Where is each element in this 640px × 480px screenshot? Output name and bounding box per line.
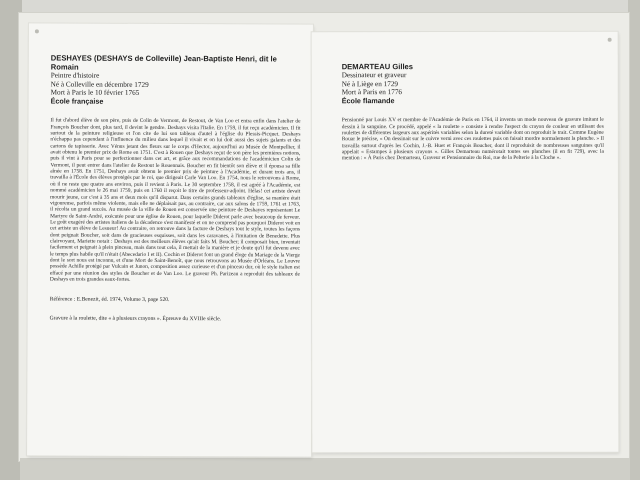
artist-biography: Pensionné par Louis XV et membre de l'Académie de Paris en 1764, il inventa un mode nouveau de gravure imitant le dessin à la sanguine. Ce procédé, appelé « la roulette » consiste à rendre l'aspect du crayon de couleur en utilisant des roulettes de différentes largeurs aux aspérités variables selon la dureté variable dont on reproduit le trait. Comme Eugène Rouar le précise, « On dessinait sur le cuivre verni avec ces roulettes puis on faisait mordre normalement la planche. » Il travailla surtout d'après les Cochin, J.-B. Huet et François Boucher, dont il reproduisit de nombreuses sanguines qu'il appelait « Estampes à plusieurs crayons ». Gilles Demarteau numérotait toutes ses planches (il en fit 729), avec la mention : « À Paris chez Demarteau, Graveur et Pensionnaire du Roi, rue de la Pelterie à la Cloche ». [341, 117, 604, 162]
artist-death: Mort à Paris le 10 février 1765 [50, 88, 140, 98]
artist-notice-demarteau [312, 32, 619, 453]
artist-birth: Né à Liège en 1729 [341, 79, 399, 88]
artist-notice-deshayes [27, 23, 313, 456]
engraving-note: Gravure à la roulette, dite « à plusieurs crayons ». Épreuve du XVIIIe siècle. [49, 315, 222, 323]
artist-school: École flamande [341, 95, 395, 105]
pin-icon [608, 38, 612, 42]
artist-profession: Dessinateur et graveur [341, 71, 407, 80]
artist-name: DEMARTEAU Gilles [341, 62, 414, 72]
artist-school: École française [50, 96, 104, 106]
artist-death: Mort à Paris en 1776 [341, 88, 403, 97]
artist-name: DESHAYES (DESHAYS de Colleville) Jean-Baptiste Henri, dit le Romain [50, 53, 277, 72]
pin-icon [35, 29, 39, 33]
artist-biography: Il fut d'abord élève de son père, puis de Colin de Vermont, de Restout, de Van Loo et entra enfin dans l'atelier de François Boucher dont, plus tard, il devint le gendre. Deshays visita l'Italie. En 1759, il fut reçu académicien. Il fit surtout de la peinture religieuse et l'on cite de lui son tableau d'autel à l'église du Plessis-Picquet. Deshays n'échappa pas cependant à l'influence du milieu dans lequel il vivait et on lui doit aussi des sujets galants et des cartons de tapisserie. Avec Vénus jetant des fleurs sur le corps d'Hector, aujourd'hui au Musée de Montpellier, il avait obtenu le premier prix de Rome en 1751. C'est à Rouen que Deshays reçut de son père les premières notions, puis il vint à Paris pour se perfectionner dans cet art, et grâce aux recommandations de l'académicien Colin de Vermont, il peut entrer dans l'atelier de Restout le Rouennais. Boucher en fit bientôt son élève et il épousa sa fille aînée en 1758. En 1751, Deshays avait obtenu le premier prix de peinture à l'Académie, et durant trois ans, il travailla à l'École des élèves protégés par le roi, que dirigeait Carle Van Loo. En 1754, nous le retrouvons à Rome, où il ne reste que quatre ans environ, puis il revient à Paris. Le 30 septembre 1758, il est agréé à l'Académie, est nommé académicien le 26 mai 1759, puis en 1760 il reçoit le titre de professeur-adjoint. Hélas! cet artiste devait mourir jeune, car c'est à 35 ans et deux mois qu'il disparut. Dans certains grands tableaux d'église, sa manière était vigoureuse, parfois même violente, mais elle ne déplaisait pas, au contraire, car aux salons de 1759, 1761 et 1763, il récolta un grand succès. Au musée de la ville de Rouen est conservée une peinture de Deshayes représentant Le Martyre de Saint-André, exécutée pour une église de Rouen, pour laquelle Diderot parle avec beaucoup de ferveur. Le goût exagéré des artistes italiens de la décadence s'est manifesté et on ne comprend pas pourquoi Diderot voit en cet artiste un élève de Lesueur! Au contraire, on retrouve dans la facture de Deshays tout le style, toutes les façons dont peignait Boucher, soit dans de gracieuses esquisses, soit dans les caravanes, à l'imitation de Benedette. Plus clairvoyant, Mariette notait : Deshays est des meilleurs élèves qu'ait faits M. Boucher; il composait bien, inventait facilement et peignait à plein pinceau, mais dans tout cela, il mettait de la manière et je doute qu'il fut devenu avec le temps plus habile qu'il n'était (Abecedario I et II). Cochin et Diderot font un grand éloge du Mariage de la Vierge dont le sort nous est inconnu, et d'une Mort de Saint-Benoît, que nous retrouvons au Musée d'Orléans. Le Louvre possède Achille protégé par Vulcain et Junon, composition assez curieuse et d'un pinceau dur, où le style italien est effacé par une réunion des styles de Boucher et de Van Loo. Le graveur Ph. Parizeau a reproduit des tableaux de Deshays en trois grandes eaux-fortes. [49, 117, 301, 283]
artist-profession: Peintre d'histoire [50, 71, 100, 80]
board-shadow [20, 458, 630, 480]
artist-birth: Né à Colleville en décembre 1729 [50, 80, 149, 89]
reference-line: Référence : E.Benezit, éd. 1974, Volume 3, page 520. [49, 296, 170, 304]
